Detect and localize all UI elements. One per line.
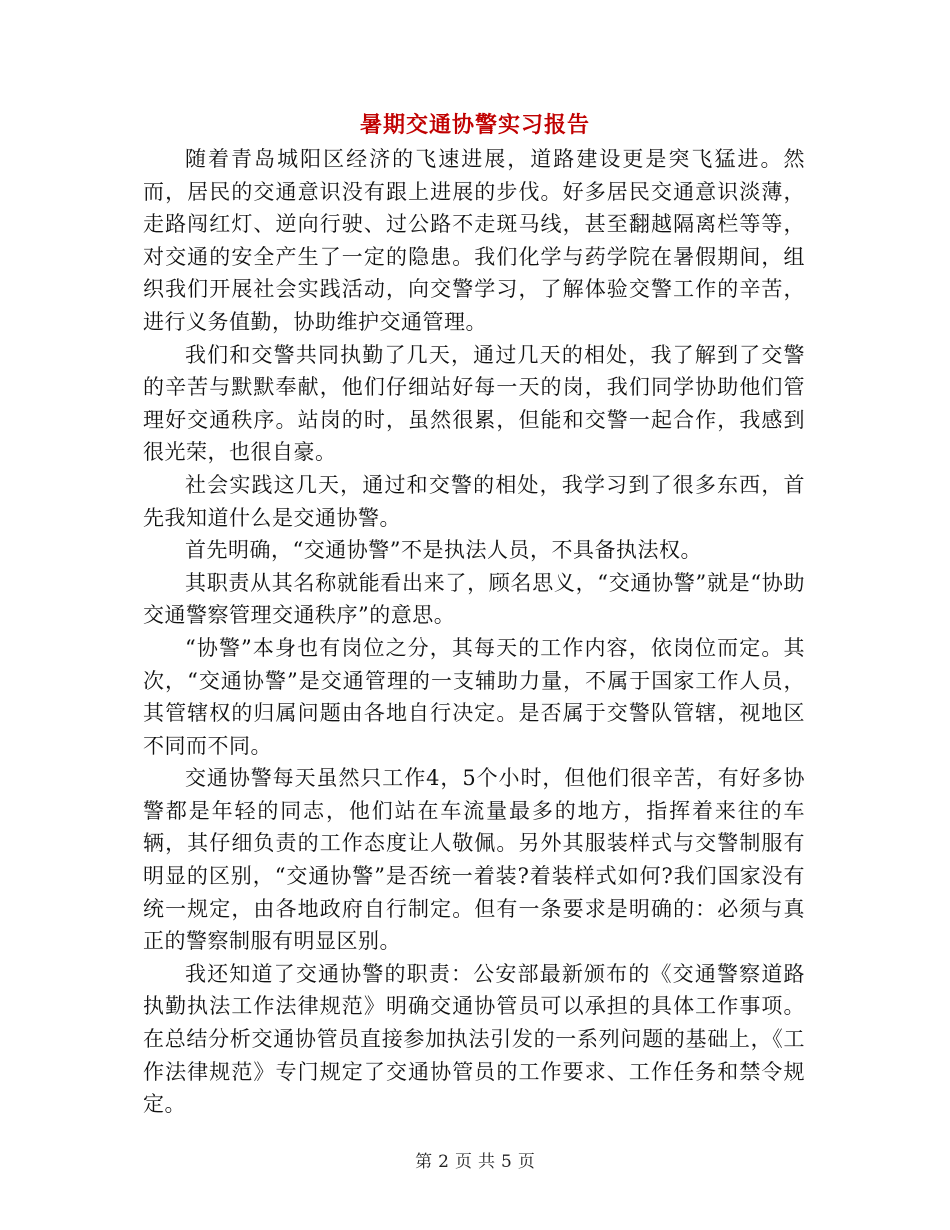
paragraph: 随着青岛城阳区经济的飞速进展，道路建设更是突飞猛进。然而，居民的交通意识没有跟上进展的步伐。好多居民交通意识淡薄，走路闯红灯、逆向行驶、过公路不走斑马线，甚至翻越隔离栏等等，对交通的安全产生了一定的隐患。我们化学与药学院在暑假期间，组织我们开展社会实践活动，向交警学习，了解体验交警工作的辛苦，进行义务值勤，协助维护交通管理。 <box>143 147 805 334</box>
footer-prefix: 第 <box>415 1152 433 1172</box>
footer-total-word: 共 <box>478 1152 495 1172</box>
paragraph: “协警”本身也有岗位之分，其每天的工作内容，依岗位而定。其次，“交通协警”是交通管理的一支辅助力量，不属于国家工作人员，其管辖权的归属问题由各地自行决定。是否属于交警队管辖，视地区不同而不同。 <box>143 635 805 758</box>
footer-page-word: 页 <box>455 1152 472 1172</box>
paragraph: 其职责从其名称就能看出来了，顾名思义，“交通协警”就是“协助交通警察管理交通秩序”的意思。 <box>143 570 805 628</box>
total-pages-number: 5 <box>501 1152 512 1172</box>
page-footer <box>0 1150 950 1174</box>
footer-suffix: 页 <box>517 1152 535 1172</box>
paragraph: 我们和交警共同执勤了几天，通过几天的相处，我了解到了交警的辛苦与默默奉献，他们仔细站好每一天的岗，我们同学协助他们管理好交通秩序。站岗的时，虽然很累，但能和交警一起合作，我感到很光荣，也很自豪。 <box>143 342 805 465</box>
document-body <box>143 143 805 1121</box>
paragraph: 社会实践这几天，通过和交警的相处，我学习到了很多东西，首先我知道什么是交通协警。 <box>143 472 805 530</box>
current-page-number: 2 <box>438 1152 449 1172</box>
paragraph: 首先明确，“交通协警”不是执法人员，不具备执法权。 <box>185 538 702 563</box>
paragraph: 交通协警每天虽然只工作4，5个小时，但他们很辛苦，有好多协警都是年轻的同志，他们站在车流量最多的地方，指挥着来往的车辆，其仔细负责的工作态度让人敬佩。另外其服装样式与交警制服有明显的区别，“交通协警”是否统一着装?着装样式如何?我们国家没有统一规定，由各地政府自行制定。但有一条要求是明确的：必须与真正的警察制服有明显区别。 <box>143 766 805 954</box>
document-title: 暑期交通协警实习报告 <box>359 112 590 138</box>
paragraph: 我还知道了交通协警的职责：公安部最新颁布的《交通警察道路执勤执法工作法律规范》明确交通协管员可以承担的具体工作事项。在总结分析交通协管员直接参加执法引发的一系列问题的基础上，《工作法律规范》专门规定了交通协管员的工作要求、工作任务和禁令规定。 <box>143 961 805 1117</box>
